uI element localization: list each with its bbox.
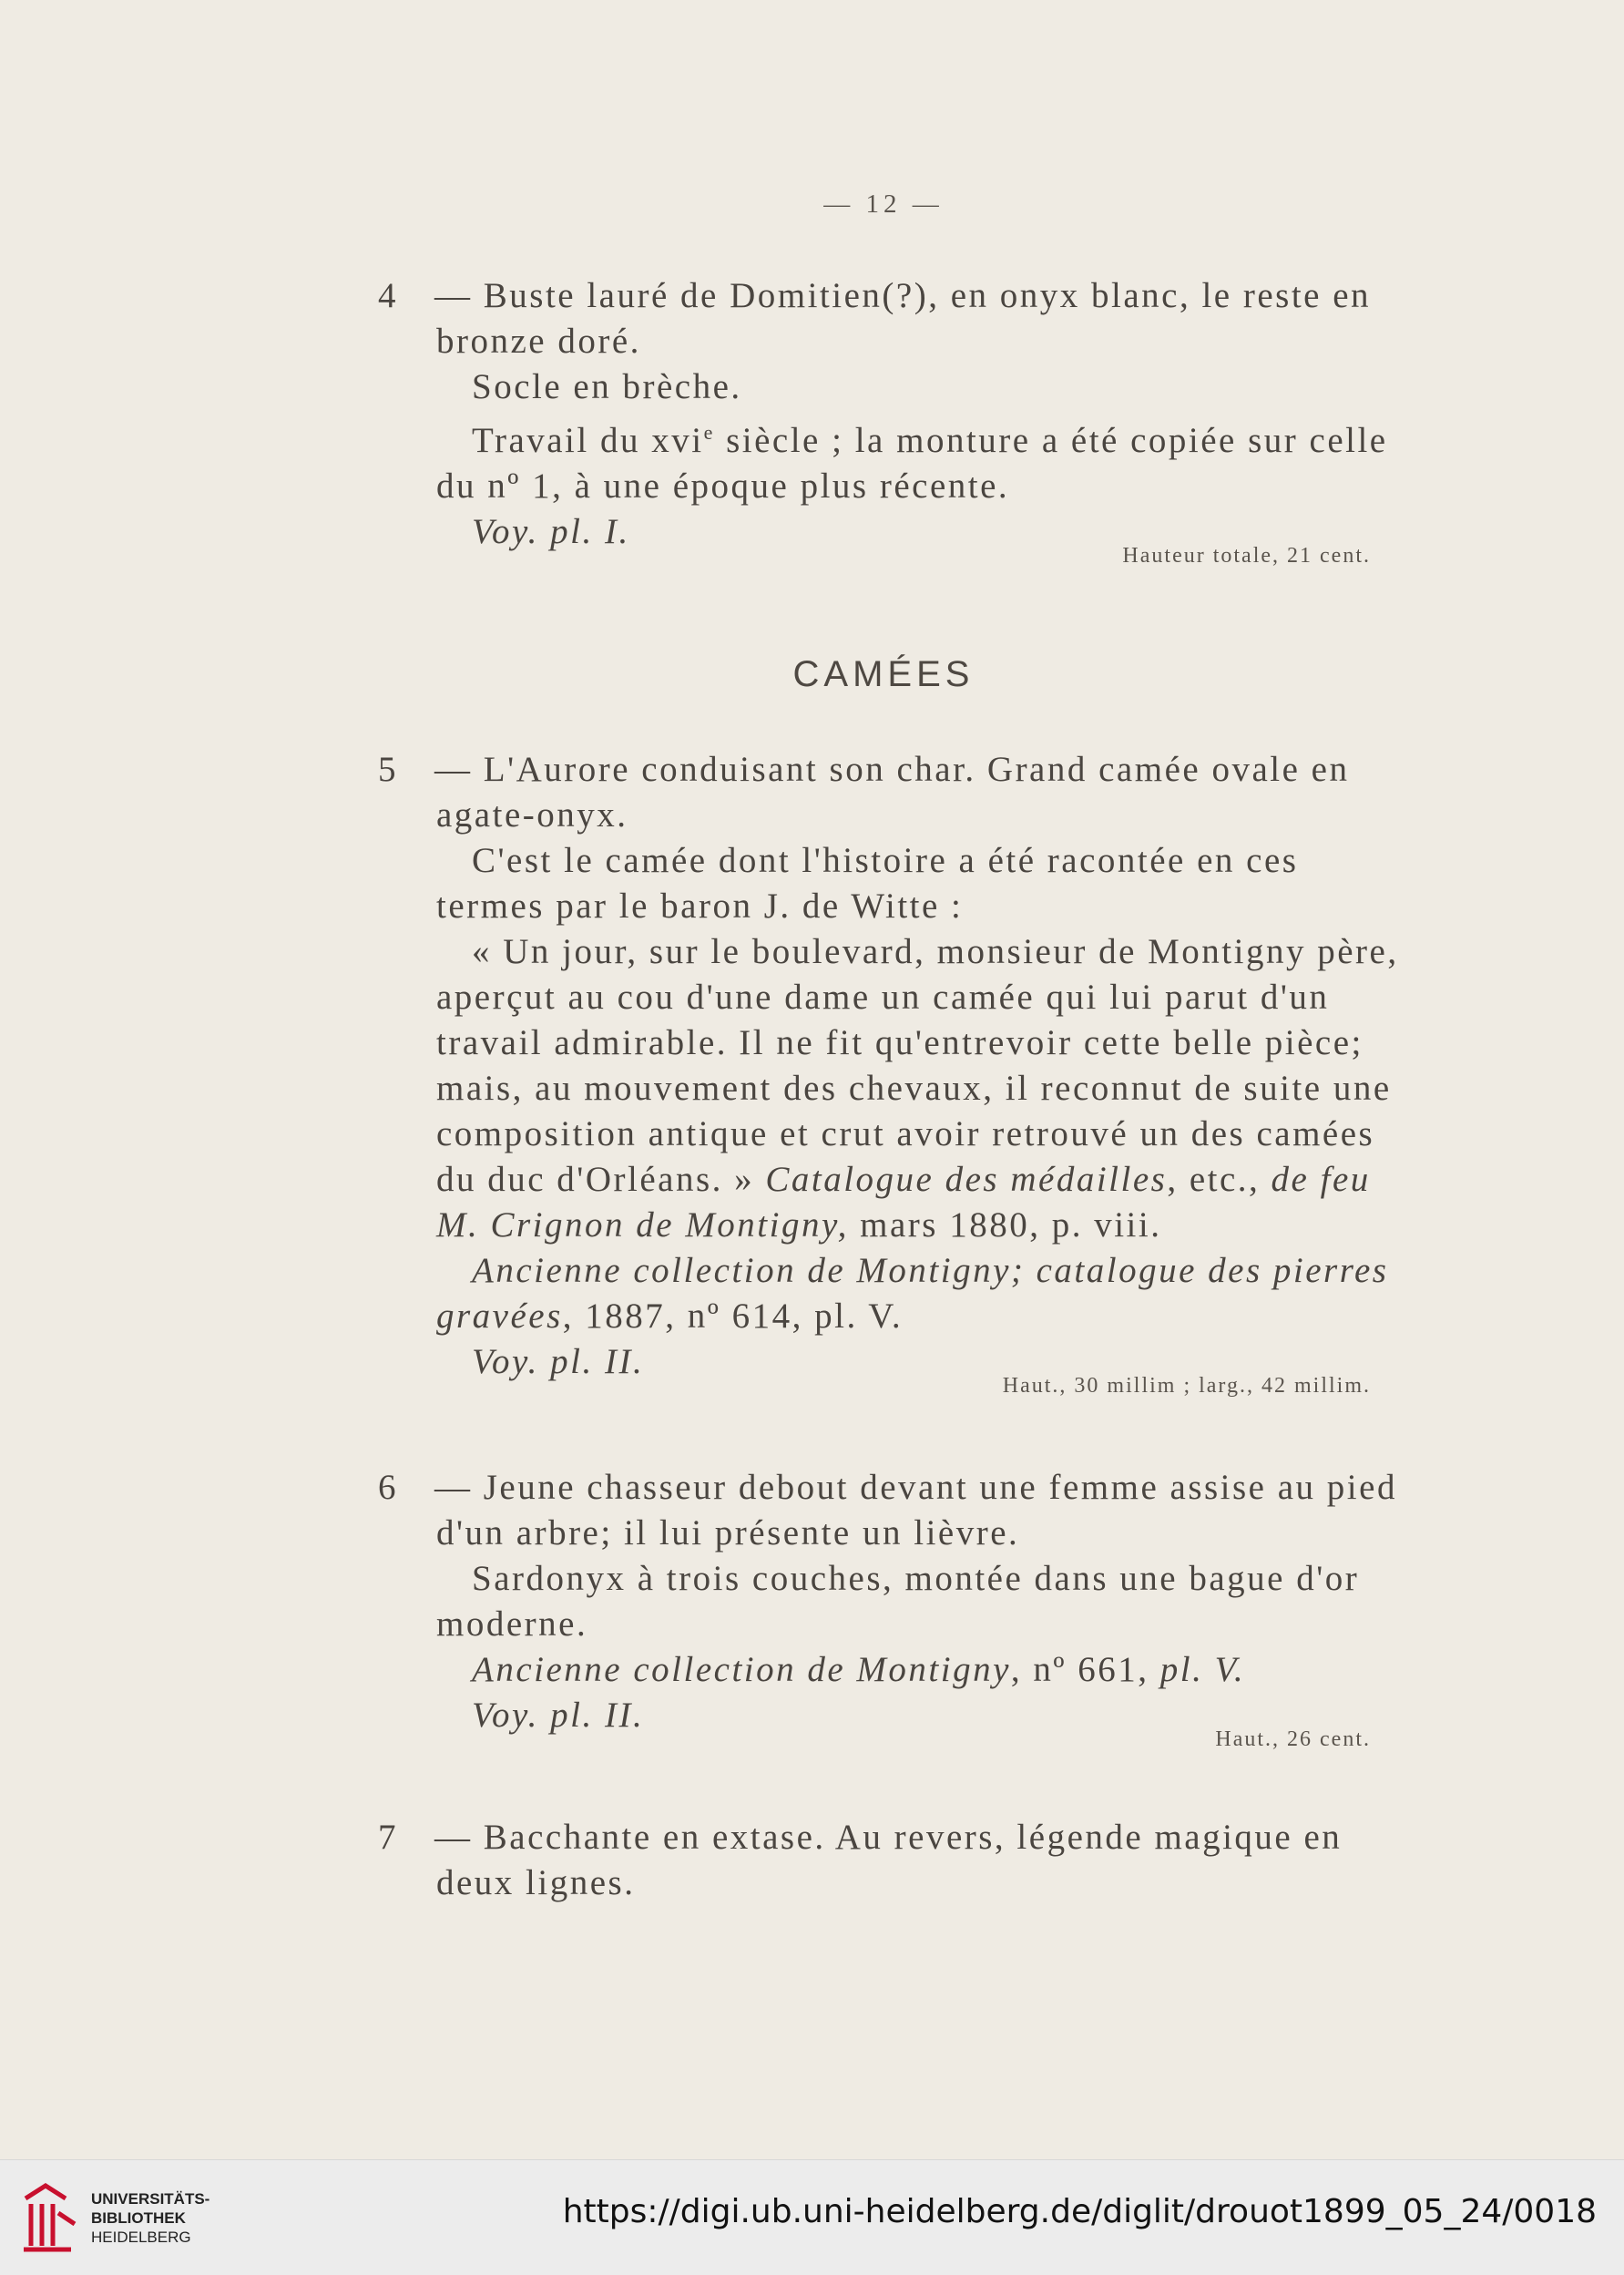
section-heading: CAMÉES (792, 654, 975, 694)
catalog-entry-5 (378, 747, 1407, 1399)
entry-line: Socle en brèche. (472, 367, 742, 406)
viewer-footer (0, 2159, 1624, 2275)
quote-line: du duc d'Orléans. » Catalogue des médailles, etc., de feu (436, 1160, 1371, 1199)
catalog-entry-4 (378, 273, 1407, 569)
entry-line: 7 — Bacchante en extase. Au revers, légende magique en (378, 1815, 1407, 1860)
page-number: — 12 — (823, 190, 944, 219)
catalog-entry-6 (378, 1465, 1407, 1752)
quote-line: mais, au mouvement des chevaux, il reconnut de suite une (436, 1069, 1392, 1108)
entry-line: C'est le camée dont l'histoire a été racontée en ces (472, 841, 1299, 880)
entry-line: 5 — L'Aurore conduisant son char. Grand camée ovale en (378, 747, 1407, 793)
dimension-note: Haut., 30 millim ; larg., 42 millim. (1002, 1374, 1371, 1398)
quote-line: composition antique et crut avoir retrouvé un des camées (436, 1114, 1375, 1153)
university-library-logo-icon (18, 2180, 82, 2255)
entry-line: Sardonyx à trois couches, montée dans une bague d'or (472, 1559, 1360, 1598)
entry-number: 4 (378, 276, 398, 315)
entry-line: Travail du xvi$^e$ siècle ; la monture a été copiée sur celle (472, 421, 1388, 460)
entry-number: 7 (378, 1818, 398, 1857)
entry-line: deux lignes. (436, 1863, 636, 1902)
permalink-url[interactable]: https://digi.ub.uni-heidelberg.de/diglit/drouot1899_05_24/0018 (562, 2193, 1597, 2230)
citation-line: M. Crignon de Montigny, mars 1880, p. viii. (436, 1205, 1162, 1245)
quote-line: aperçut au cou d'une dame un camée qui lui parut d'un (436, 978, 1330, 1017)
citation-line: Ancienne collection de Montigny, nº 661, pl. V. (472, 1650, 1246, 1689)
entry-line: moderne. (436, 1604, 588, 1644)
entry-number: 6 (378, 1468, 398, 1507)
entry-line: agate-onyx. (436, 795, 628, 835)
entry-number: 5 (378, 750, 398, 789)
entry-line: du nº 1, à une époque plus récente. (436, 466, 1010, 506)
dimension-note: Hauteur totale, 21 cent. (1122, 544, 1371, 568)
entry-line: 4 — Buste lauré de Domitien(?), en onyx blanc, le reste en (378, 273, 1407, 319)
entry-line: d'un arbre; il lui présente un lièvre. (436, 1513, 1020, 1553)
quote-line: « Un jour, sur le boulevard, monsieur de Montigny père, (472, 932, 1399, 971)
plate-reference: Voy. pl. II. (472, 1342, 645, 1381)
citation-line: gravées, 1887, nº 614, pl. V. (436, 1296, 904, 1336)
entry-line: 6 — Jeune chasseur debout devant une femme assise au pied (378, 1465, 1407, 1511)
quote-line: travail admirable. Il ne fit qu'entrevoir cette belle pièce; (436, 1023, 1364, 1062)
catalog-entry-7 (378, 1815, 1407, 1906)
plate-reference: Voy. pl. II. (472, 1696, 645, 1735)
dimension-note: Haut., 26 cent. (1215, 1727, 1371, 1751)
library-name: UNIVERSITÄTS- BIBLIOTHEK HEIDELBERG (91, 2190, 210, 2246)
plate-reference: Voy. pl. I. (472, 512, 630, 551)
entry-line: termes par le baron J. de Witte : (436, 886, 964, 926)
citation-line: Ancienne collection de Montigny; catalogue des pierres (472, 1251, 1389, 1290)
entry-line: bronze doré. (436, 322, 641, 361)
